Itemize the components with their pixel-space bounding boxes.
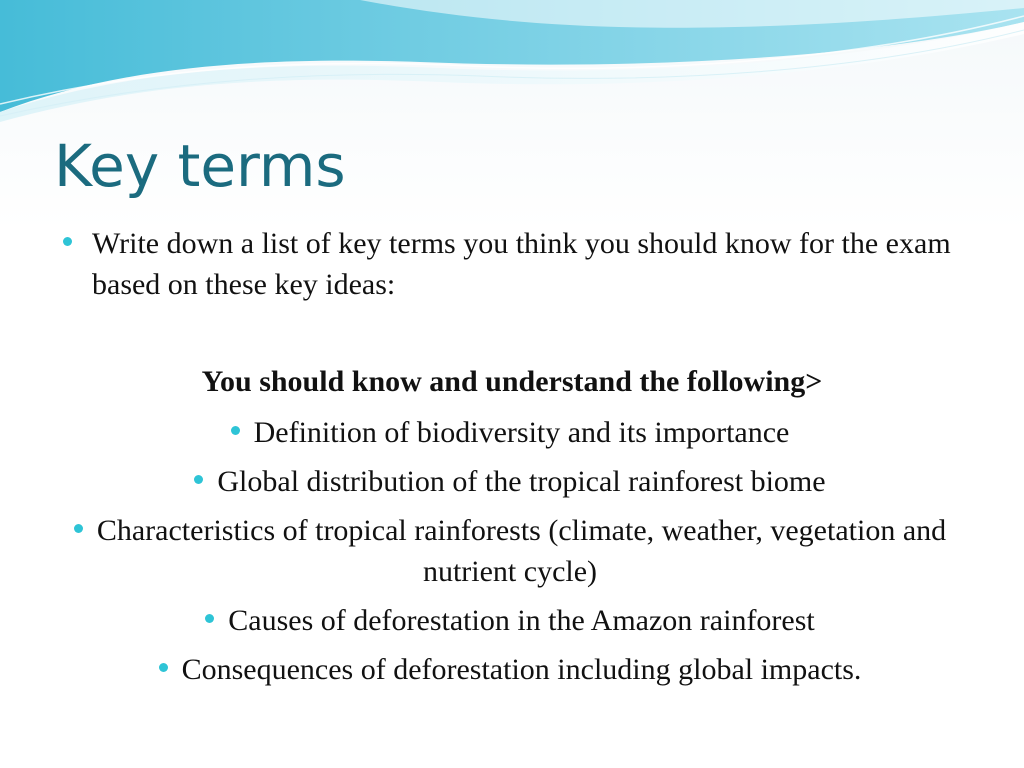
teal-dot-icon [74,524,83,533]
teal-dot-icon [205,614,214,623]
teal-dot-icon [194,475,203,484]
list-item-text: Consequences of deforestation including global impacts. [181,653,862,686]
teal-dot-icon [63,237,72,246]
slide-title: Key terms [54,132,346,200]
teal-dot-icon [231,426,240,435]
list-item-text: Causes of deforestation in the Amazon rainforest [228,604,815,637]
list-item [60,412,960,453]
list-item-text: Global distribution of the tropical rainforest biome [217,465,826,498]
list-item [60,600,960,641]
list-item [60,461,960,502]
section-heading: You should know and understand the following> [201,365,823,398]
key-ideas-list [60,412,960,698]
list-item-text: Characteristics of tropical rainforests (climate, weather, vegetation and nutrient cycle) [96,514,947,588]
list-item-text: Definition of biodiversity and its importance [253,416,790,449]
list-item [60,510,960,592]
teal-dot-icon [159,663,168,672]
list-item [60,649,960,690]
wave-banner [0,0,1024,130]
intro-text: Write down a list of key terms you think you should know for the exam based on these key ideas: [92,227,951,301]
